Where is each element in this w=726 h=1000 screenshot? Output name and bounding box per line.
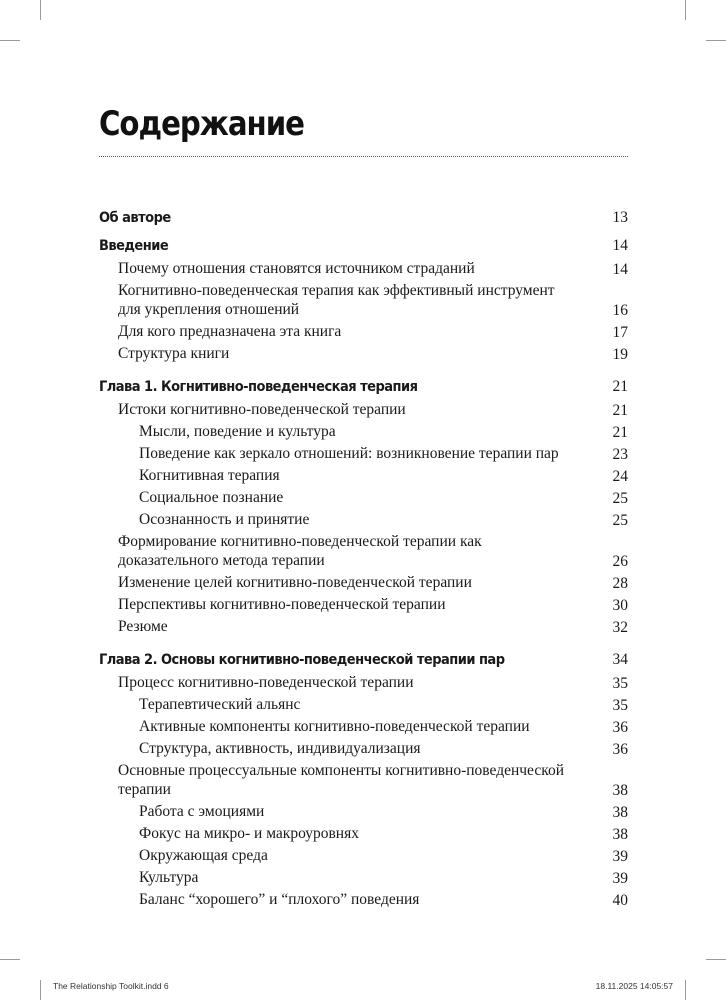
toc-page-number: 38 (612, 826, 628, 843)
toc-page-number: 25 (612, 490, 628, 507)
toc-subsection[interactable] (99, 486, 628, 508)
toc-entry-title: Терапевтический альянс (139, 695, 301, 713)
toc-entry-title: Истоки когнитивно-поведенческой терапии (118, 400, 406, 418)
toc-page-number: 21 (612, 378, 628, 395)
toc-section[interactable] (99, 593, 628, 615)
toc-entry-title: Когнитивно-поведенческая терапия как эффективный инструмент для укрепления отношений (118, 281, 555, 318)
toc-page-number: 38 (612, 804, 628, 821)
toc-entry-title: Культура (139, 868, 199, 886)
toc-entry-title: Работа с эмоциями (139, 802, 265, 820)
toc-chapter[interactable] (99, 235, 628, 257)
toc-entry-title: Осознанность и принятие (139, 510, 310, 528)
toc-page-number: 16 (612, 302, 628, 319)
toc-page-number: 34 (612, 651, 628, 668)
toc-section[interactable] (99, 671, 628, 693)
toc-page-number: 21 (612, 424, 628, 441)
toc-page-number: 30 (612, 597, 628, 614)
toc-page-number: 25 (612, 512, 628, 529)
toc-page-number: 28 (612, 575, 628, 592)
toc-page-number: 14 (612, 237, 628, 254)
crop-mark (0, 40, 20, 41)
toc-entry-title: Процесс когнитивно-поведенческой терапии (118, 673, 414, 691)
toc-subsection[interactable] (99, 822, 628, 844)
toc-subsection[interactable] (99, 800, 628, 822)
toc-subsection[interactable] (99, 508, 628, 530)
toc-entry-title: Баланс “хорошего” и “плохого” поведения (139, 890, 420, 908)
toc-page-number: 36 (612, 719, 628, 736)
toc-entry-title: Когнитивная терапия (139, 466, 280, 484)
toc-subsection[interactable] (99, 737, 628, 759)
toc-page-number: 39 (612, 870, 628, 887)
toc-section[interactable] (99, 320, 628, 342)
toc-page-number: 36 (612, 741, 628, 758)
toc-page-number: 19 (612, 346, 628, 363)
toc-subsection[interactable] (99, 420, 628, 442)
toc-subsection[interactable] (99, 464, 628, 486)
toc-entry-title: Перспективы когнитивно-поведенческой терапии (118, 595, 446, 613)
crop-mark (706, 959, 726, 960)
toc-page-number: 23 (612, 446, 628, 463)
toc-page-number: 14 (612, 261, 628, 278)
footer-timestamp: 18.11.2025 14:05:57 (595, 981, 673, 991)
toc-section[interactable] (99, 257, 628, 279)
crop-mark (685, 980, 686, 1000)
toc-page-number: 17 (612, 324, 628, 341)
toc-subsection[interactable] (99, 866, 628, 888)
toc-entry-title: Окружающая среда (139, 846, 268, 864)
toc-entry-title: Фокус на микро- и макроуровнях (139, 824, 359, 842)
toc-entry-title: Введение (99, 238, 169, 254)
crop-mark (0, 959, 20, 960)
page-title: Содержание (99, 104, 304, 144)
toc-section[interactable] (99, 530, 628, 571)
toc-entry-title: Формирование когнитивно-поведенческой терапии как доказательного метода терапии (118, 532, 482, 569)
toc-entry-title: Об авторе (99, 210, 171, 226)
toc-page-number: 35 (612, 697, 628, 714)
toc-entry-title: Структура, активность, индивидуализация (139, 739, 421, 757)
toc-subsection[interactable] (99, 844, 628, 866)
toc-page-number: 40 (612, 892, 628, 909)
toc-entry-title: Для кого предназначена эта книга (118, 322, 342, 340)
toc-section[interactable] (99, 279, 628, 320)
footer-filename: The Relationship Toolkit.indd 6 (53, 981, 169, 991)
toc-entry-title: Изменение целей когнитивно-поведенческой терапии (118, 573, 472, 591)
toc-subsection[interactable] (99, 693, 628, 715)
toc-entry-title: Структура книги (118, 344, 230, 362)
toc-page-number: 35 (612, 675, 628, 692)
toc-entry-title: Глава 1. Когнитивно-поведенческая терапия (99, 379, 418, 395)
toc-entry-title: Мысли, поведение и культура (139, 422, 336, 440)
toc-chapter[interactable] (99, 376, 628, 398)
toc-section[interactable] (99, 398, 628, 420)
toc-entry-title: Почему отношения становятся источником страданий (118, 259, 475, 277)
toc-entry-title: Резюме (118, 617, 168, 635)
table-of-contents (99, 207, 628, 910)
toc-subsection[interactable] (99, 442, 628, 464)
toc-page-number: 39 (612, 848, 628, 865)
toc-entry-title: Социальное познание (139, 488, 284, 506)
crop-mark (40, 980, 41, 1000)
toc-page-number: 21 (612, 402, 628, 419)
toc-page-number: 24 (612, 468, 628, 485)
toc-page-number: 13 (612, 209, 628, 226)
toc-section[interactable] (99, 615, 628, 637)
crop-mark (706, 40, 726, 41)
toc-entry-title: Поведение как зеркало отношений: возникновение терапии пар (139, 444, 559, 462)
dotted-divider (99, 156, 628, 157)
toc-entry-title: Глава 2. Основы когнитивно-поведенческой терапии пар (99, 652, 505, 668)
toc-chapter[interactable] (99, 207, 628, 229)
toc-section[interactable] (99, 571, 628, 593)
toc-chapter[interactable] (99, 649, 628, 671)
toc-subsection[interactable] (99, 888, 628, 910)
toc-entry-title: Активные компоненты когнитивно-поведенческой терапии (139, 717, 530, 735)
toc-page-number: 38 (612, 782, 628, 799)
toc-section[interactable] (99, 759, 628, 800)
toc-page-number: 32 (612, 619, 628, 636)
crop-mark (40, 0, 41, 20)
toc-section[interactable] (99, 342, 628, 364)
toc-subsection[interactable] (99, 715, 628, 737)
toc-page-number: 26 (612, 553, 628, 570)
crop-mark (685, 0, 686, 20)
toc-entry-title: Основные процессуальные компоненты когнитивно-поведенческой терапии (118, 761, 564, 798)
